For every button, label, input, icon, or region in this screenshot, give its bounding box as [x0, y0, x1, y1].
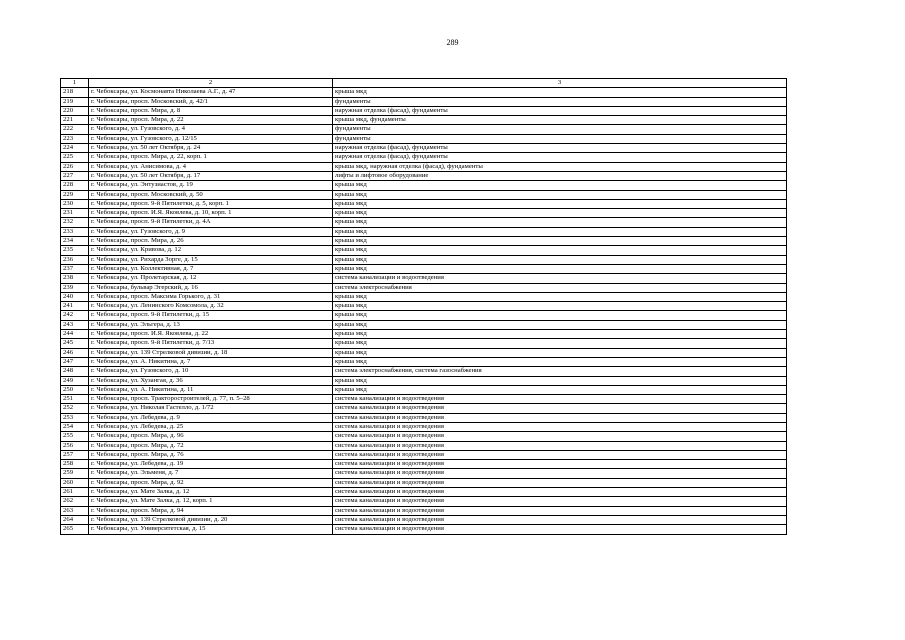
- row-address: г. Чебоксары, ул. Университетская, д. 15: [89, 525, 333, 534]
- table-row: [61, 460, 787, 469]
- column-header-address: 2: [89, 79, 333, 88]
- row-address: г. Чебоксары, ул. Анисимова, д. 4: [89, 162, 333, 171]
- table-row: [61, 450, 787, 459]
- row-address: г. Чебоксары, просп. Мира, д. 96: [89, 432, 333, 441]
- row-address: г. Чебоксары, ул. Космонавта Николаева А.Г., д. 47: [89, 88, 333, 97]
- row-number: 232: [61, 218, 89, 227]
- row-number: 259: [61, 469, 89, 478]
- row-number: 258: [61, 460, 89, 469]
- table-row: [61, 218, 787, 227]
- row-address: г. Чебоксары, ул. Коллективная, д. 7: [89, 264, 333, 273]
- row-works: система канализации и водоотведения: [333, 395, 787, 404]
- row-works: крыша мкд: [333, 339, 787, 348]
- row-number: 227: [61, 171, 89, 180]
- table-row: [61, 144, 787, 153]
- row-number: 248: [61, 367, 89, 376]
- row-address: г. Чебоксары, ул. Пролетарская, д. 12: [89, 274, 333, 283]
- table-row: [61, 88, 787, 97]
- table-row: [61, 125, 787, 134]
- row-address: г. Чебоксары, просп. Тракторостроителей, д. 77, п. 5–28: [89, 395, 333, 404]
- table-row: [61, 478, 787, 487]
- row-works: система канализации и водоотведения: [333, 506, 787, 515]
- row-works: система канализации и водоотведения: [333, 488, 787, 497]
- row-address: г. Чебоксары, просп. Мира, д. 76: [89, 450, 333, 459]
- header-row: [61, 79, 787, 88]
- row-works: фундаменты: [333, 134, 787, 143]
- table-row: [61, 376, 787, 385]
- row-works: крыша мкд, наружная отделка (фасад), фундаменты: [333, 162, 787, 171]
- row-works: крыша мкд: [333, 246, 787, 255]
- row-number: 249: [61, 376, 89, 385]
- row-address: г. Чебоксары, ул. А. Никитина, д. 11: [89, 385, 333, 394]
- row-address: г. Чебоксары, ул. Эльгера, д. 13: [89, 320, 333, 329]
- table-row: [61, 181, 787, 190]
- table-header: [61, 79, 787, 88]
- table-row: [61, 497, 787, 506]
- table-row: [61, 171, 787, 180]
- row-address: г. Чебоксары, ул. Эльменя, д. 7: [89, 469, 333, 478]
- row-works: крыша мкд: [333, 255, 787, 264]
- row-address: г. Чебоксары, ул. 139 Стрелковой дивизии, д. 20: [89, 515, 333, 524]
- row-number: 229: [61, 190, 89, 199]
- row-number: 257: [61, 450, 89, 459]
- column-header-number: 1: [61, 79, 89, 88]
- row-works: фундаменты: [333, 125, 787, 134]
- row-address: г. Чебоксары, просп. И.Я. Яковлева, д. 22: [89, 330, 333, 339]
- row-works: крыша мкд: [333, 264, 787, 273]
- row-works: лифты и лифтовое оборудование: [333, 171, 787, 180]
- row-address: г. Чебоксары, просп. Московский, д. 50: [89, 190, 333, 199]
- row-number: 252: [61, 404, 89, 413]
- row-number: 235: [61, 246, 89, 255]
- table-row: [61, 97, 787, 106]
- row-works: крыша мкд: [333, 88, 787, 97]
- row-address: г. Чебоксары, ул. Кривова, д. 12: [89, 246, 333, 255]
- row-number: 264: [61, 515, 89, 524]
- row-works: система канализации и водоотведения: [333, 525, 787, 534]
- row-number: 242: [61, 311, 89, 320]
- row-address: г. Чебоксары, ул. Лебедева, д. 9: [89, 413, 333, 422]
- row-number: 226: [61, 162, 89, 171]
- row-address: г. Чебоксары, просп. 9-й Пятилетки, д. 4А: [89, 218, 333, 227]
- table-row: [61, 515, 787, 524]
- row-address: г. Чебоксары, ул. 50 лет Октября, д. 24: [89, 144, 333, 153]
- table-row: [61, 422, 787, 431]
- row-number: 234: [61, 237, 89, 246]
- row-works: крыша мкд: [333, 302, 787, 311]
- row-works: система электроснабжения: [333, 283, 787, 292]
- column-header-works: 3: [333, 79, 787, 88]
- row-address: г. Чебоксары, ул. Хузангая, д. 36: [89, 376, 333, 385]
- row-number: 262: [61, 497, 89, 506]
- table-row: [61, 339, 787, 348]
- buildings-table: [60, 78, 787, 535]
- row-number: 228: [61, 181, 89, 190]
- table-row: [61, 404, 787, 413]
- table-row: [61, 413, 787, 422]
- row-works: крыша мкд: [333, 320, 787, 329]
- row-works: система электроснабжения, система газоснабжения: [333, 367, 787, 376]
- row-address: г. Чебоксары, просп. 9-й Пятилетки, д. 5, корп. 1: [89, 199, 333, 208]
- table-row: [61, 367, 787, 376]
- row-number: 233: [61, 227, 89, 236]
- table-row: [61, 320, 787, 329]
- row-address: г. Чебоксары, ул. Гузовского, д. 9: [89, 227, 333, 236]
- table-body: [61, 88, 787, 534]
- row-address: г. Чебоксары, просп. 9-й Пятилетки, д. 15: [89, 311, 333, 320]
- row-works: крыша мкд: [333, 357, 787, 366]
- row-works: система канализации и водоотведения: [333, 422, 787, 431]
- row-address: г. Чебоксары, просп. Максима Горького, д. 31: [89, 292, 333, 301]
- row-address: г. Чебоксары, ул. Рихарда Зорге, д. 15: [89, 255, 333, 264]
- row-number: 218: [61, 88, 89, 97]
- row-number: 238: [61, 274, 89, 283]
- table-row: [61, 525, 787, 534]
- row-address: г. Чебоксары, ул. Лебедева, д. 19: [89, 460, 333, 469]
- row-address: г. Чебоксары, ул. Гузовского, д. 12/15: [89, 134, 333, 143]
- row-works: система канализации и водоотведения: [333, 497, 787, 506]
- row-number: 230: [61, 199, 89, 208]
- row-number: 245: [61, 339, 89, 348]
- row-address: г. Чебоксары, ул. Мате Залка, д. 12: [89, 488, 333, 497]
- row-address: г. Чебоксары, ул. Мате Залка, д. 12, корп. 1: [89, 497, 333, 506]
- row-address: г. Чебоксары, ул. Гузовского, д. 10: [89, 367, 333, 376]
- table-row: [61, 330, 787, 339]
- row-number: 250: [61, 385, 89, 394]
- table-row: [61, 283, 787, 292]
- row-number: 224: [61, 144, 89, 153]
- table-row: [61, 395, 787, 404]
- row-number: 240: [61, 292, 89, 301]
- row-address: г. Чебоксары, ул. Лебедева, д. 25: [89, 422, 333, 431]
- row-number: 247: [61, 357, 89, 366]
- row-number: 222: [61, 125, 89, 134]
- row-works: крыша мкд: [333, 376, 787, 385]
- row-address: г. Чебоксары, просп. Мира, д. 26: [89, 237, 333, 246]
- row-works: крыша мкд: [333, 237, 787, 246]
- table-row: [61, 385, 787, 394]
- row-number: 237: [61, 264, 89, 273]
- row-address: г. Чебоксары, просп. И.Я. Яковлева, д. 10, корп. 1: [89, 209, 333, 218]
- row-works: крыша мкд: [333, 218, 787, 227]
- table-row: [61, 162, 787, 171]
- table-row: [61, 264, 787, 273]
- table-row: [61, 134, 787, 143]
- row-works: крыша мкд: [333, 209, 787, 218]
- row-works: наружная отделка (фасад), фундаменты: [333, 144, 787, 153]
- row-number: 254: [61, 422, 89, 431]
- row-works: система канализации и водоотведения: [333, 413, 787, 422]
- table-row: [61, 199, 787, 208]
- row-number: 239: [61, 283, 89, 292]
- row-address: г. Чебоксары, ул. А. Никитина, д. 7: [89, 357, 333, 366]
- row-works: система канализации и водоотведения: [333, 515, 787, 524]
- row-works: крыша мкд: [333, 292, 787, 301]
- table-row: [61, 255, 787, 264]
- row-address: г. Чебоксары, ул. Николая Гастелло, д. 1/72: [89, 404, 333, 413]
- row-number: 219: [61, 97, 89, 106]
- row-address: г. Чебоксары, ул. 139 Стрелковой дивизии, д. 18: [89, 348, 333, 357]
- row-works: крыша мкд: [333, 330, 787, 339]
- row-works: система канализации и водоотведения: [333, 274, 787, 283]
- row-address: г. Чебоксары, ул. Ленинского Комсомола, д. 32: [89, 302, 333, 311]
- row-number: 260: [61, 478, 89, 487]
- table-row: [61, 237, 787, 246]
- row-number: 255: [61, 432, 89, 441]
- row-number: 236: [61, 255, 89, 264]
- row-works: система канализации и водоотведения: [333, 441, 787, 450]
- row-number: 253: [61, 413, 89, 422]
- row-number: 263: [61, 506, 89, 515]
- row-works: крыша мкд: [333, 199, 787, 208]
- row-number: 231: [61, 209, 89, 218]
- row-address: г. Чебоксары, просп. Мира, д. 22, корп. 1: [89, 153, 333, 162]
- row-number: 244: [61, 330, 89, 339]
- row-works: система канализации и водоотведения: [333, 469, 787, 478]
- table-row: [61, 106, 787, 115]
- row-works: система канализации и водоотведения: [333, 450, 787, 459]
- row-number: 246: [61, 348, 89, 357]
- table-row: [61, 432, 787, 441]
- row-number: 265: [61, 525, 89, 534]
- row-works: фундаменты: [333, 97, 787, 106]
- table-row: [61, 227, 787, 236]
- row-address: г. Чебоксары, просп. Мира, д. 94: [89, 506, 333, 515]
- row-number: 251: [61, 395, 89, 404]
- row-address: г. Чебоксары, просп. Мира, д. 22: [89, 116, 333, 125]
- row-works: крыша мкд: [333, 190, 787, 199]
- row-address: г. Чебоксары, просп. Мира, д. 8: [89, 106, 333, 115]
- table-row: [61, 311, 787, 320]
- row-works: система канализации и водоотведения: [333, 478, 787, 487]
- row-address: г. Чебоксары, просп. Мира, д. 92: [89, 478, 333, 487]
- row-works: крыша мкд: [333, 348, 787, 357]
- row-number: 261: [61, 488, 89, 497]
- row-works: система канализации и водоотведения: [333, 432, 787, 441]
- row-address: г. Чебоксары, просп. Московский, д. 42/1: [89, 97, 333, 106]
- row-number: 221: [61, 116, 89, 125]
- row-address: г. Чебоксары, ул. 50 лет Октября, д. 17: [89, 171, 333, 180]
- table-row: [61, 274, 787, 283]
- row-works: крыша мкд: [333, 181, 787, 190]
- table-row: [61, 357, 787, 366]
- table-row: [61, 153, 787, 162]
- table-row: [61, 469, 787, 478]
- row-works: крыша мкд: [333, 227, 787, 236]
- table-row: [61, 246, 787, 255]
- row-number: 220: [61, 106, 89, 115]
- table-row: [61, 116, 787, 125]
- row-works: наружная отделка (фасад), фундаменты: [333, 106, 787, 115]
- table-row: [61, 302, 787, 311]
- table-row: [61, 506, 787, 515]
- row-number: 241: [61, 302, 89, 311]
- row-address: г. Чебоксары, просп. 9-й Пятилетки, д. 7/13: [89, 339, 333, 348]
- table-row: [61, 292, 787, 301]
- row-works: наружная отделка (фасад), фундаменты: [333, 153, 787, 162]
- row-number: 225: [61, 153, 89, 162]
- table-row: [61, 488, 787, 497]
- row-works: система канализации и водоотведения: [333, 460, 787, 469]
- row-number: 256: [61, 441, 89, 450]
- row-address: г. Чебоксары, просп. Мира, д. 72: [89, 441, 333, 450]
- page-number: 289: [446, 38, 459, 47]
- row-number: 223: [61, 134, 89, 143]
- row-address: г. Чебоксары, ул. Гузовского, д. 4: [89, 125, 333, 134]
- table-row: [61, 190, 787, 199]
- row-works: крыша мкд: [333, 311, 787, 320]
- row-address: г. Чебоксары, ул. Энтузиастов, д. 19: [89, 181, 333, 190]
- row-number: 243: [61, 320, 89, 329]
- row-works: крыша мкд: [333, 385, 787, 394]
- table-row: [61, 441, 787, 450]
- row-works: система канализации и водоотведения: [333, 404, 787, 413]
- table-row: [61, 209, 787, 218]
- row-address: г. Чебоксары, бульвар Эгерский, д. 16: [89, 283, 333, 292]
- row-works: крыша мкд, фундаменты: [333, 116, 787, 125]
- table-row: [61, 348, 787, 357]
